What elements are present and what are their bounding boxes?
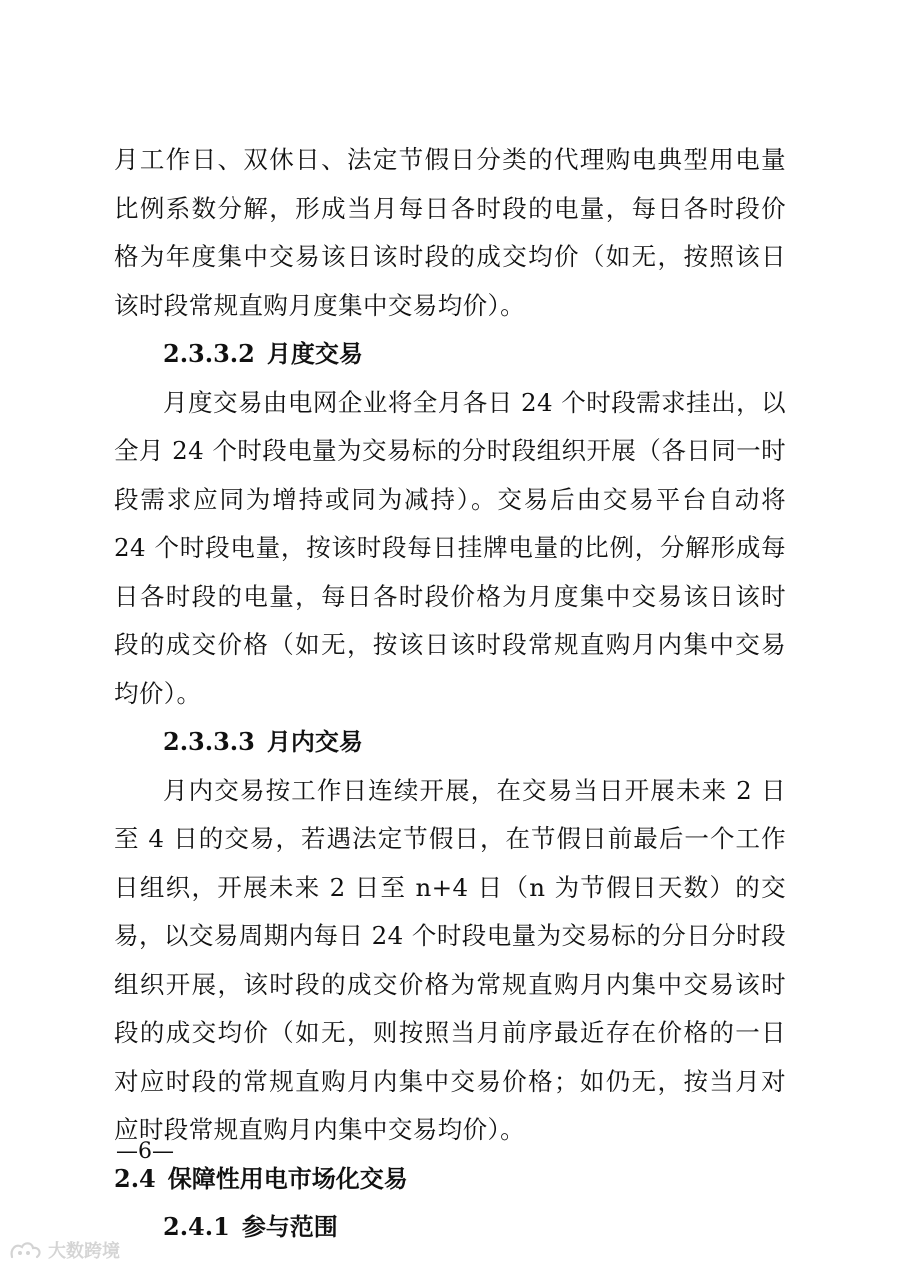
paragraph-intra-month-trade: 月内交易按工作日连续开展，在交易当日开展未来 2 日至 4 日的交易，若遇法定节假日，在节假日前最后一个工作日组织，开展未来 2 日至 n+4 日（n 为节假日天数）的交易，以交易周期内每日 24 个时段电量为交易标的分日分时段组织开展，该时段的成交价格为常规直购月内集中交易该时段的成交均价（如无，则按照当月前序最近存在价格的一日对应时段的常规直购月内集中交易价格；如仍无，按当月对应时段常规直购月内集中交易均价）。 (114, 775, 786, 1144)
paragraph-monthly-trade: 月度交易由电网企业将全月各日 24 个时段需求挂出，以全月 24 个时段电量为交易标的分时段组织开展（各日同一时段需求应同为增持或同为减持）。交易后由交易平台自动将 24 个时段电量，按该时段每日挂牌电量的比例，分解形成每日各时段的电量，每日各时段价格为月度集中交易该日该时段的成交价格（如无，按该日该时段常规直购月内集中交易均价）。 (114, 387, 786, 708)
brand-logo-icon (8, 1239, 44, 1261)
heading-number: 2.4.1 (163, 1212, 230, 1241)
heading-2-3-3-2 (114, 330, 786, 379)
paragraph-continued: 月工作日、双休日、法定节假日分类的代理购电典型用电量比例系数分解，形成当月每日各时段的电量，每日各时段价格为年度集中交易该日该时段的成交均价（如无，按照该日该时段常规直购月度集中交易均价）。 (114, 145, 786, 320)
watermark-text: 大数跨境 (48, 1241, 120, 1262)
heading-2-4 (114, 1155, 786, 1204)
page-number: —6— (116, 1139, 174, 1164)
heading-title: 月度交易 (266, 339, 363, 368)
heading-title: 保障性用电市场化交易 (167, 1163, 408, 1193)
heading-number: 2.4 (114, 1163, 156, 1193)
heading-2-3-3-3 (114, 718, 786, 767)
heading-number: 2.3.3.2 (163, 339, 255, 368)
heading-number: 2.3.3.3 (163, 727, 255, 756)
heading-title: 参与范围 (241, 1212, 338, 1241)
heading-2-4-1 (114, 1203, 786, 1252)
watermark (8, 1237, 120, 1263)
page-body (114, 136, 786, 1252)
heading-title: 月内交易 (266, 727, 363, 756)
